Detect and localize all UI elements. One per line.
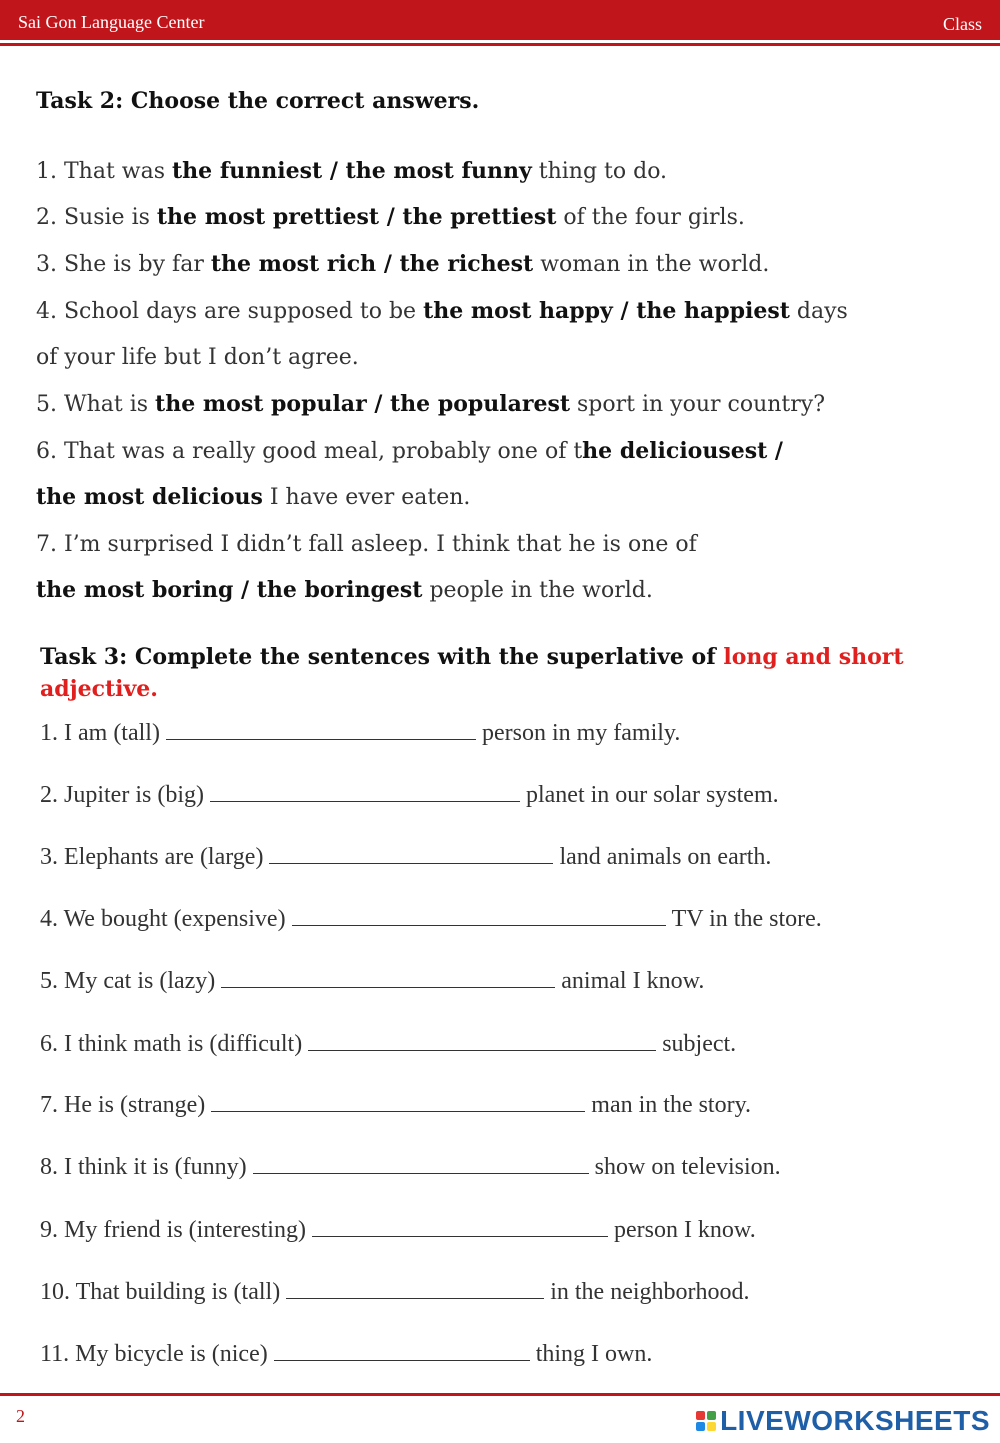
question-row: 6. I think math is (difficult) subject. [40,1031,737,1057]
class-label: Class [942,14,982,34]
header-divider [0,43,1000,46]
task2-line: of your life but I don’t agree. [36,345,359,370]
task2-line: 5. What is the most popular / the popularest sport in your country? [36,391,826,417]
question-row: 11. My bicycle is (nice) thing I own. [40,1341,653,1367]
answer-blank[interactable] [308,1032,656,1051]
answer-blank[interactable] [221,969,555,988]
answer-blank[interactable] [312,1218,608,1237]
question-row: 3. Elephants are (large) land animals on earth. [40,844,772,870]
task2-line: 7. I’m surprised I didn’t fall asleep. I think that he is one of [36,532,697,557]
question-row: 4. We bought (expensive) TV in the store. [40,906,822,932]
answer-blank[interactable] [274,1342,530,1361]
answer-blank[interactable] [292,907,666,926]
question-row: 7. He is (strange) man in the story. [40,1092,752,1118]
task2-line: 6. That was a really good meal, probably one of the deliciousest / [36,438,783,464]
answer-blank[interactable] [166,721,476,740]
task2-line: the most boring / the boringest people in the world. [36,577,653,603]
question-row: 2. Jupiter is (big) planet in our solar system. [40,782,779,808]
task2-title: Task 2: Choose the correct answers. [36,88,480,114]
logo-text: LIVEWORKSHEETS [720,1405,990,1436]
task2-line: the most delicious I have ever eaten. [36,484,471,510]
center-name: Sai Gon Language Center [18,12,205,32]
page-number: 2 [16,1406,25,1426]
footer-divider [0,1393,1000,1396]
task3-title: Task 3: Complete the sentences with the superlative of long and short adjective. [40,644,904,702]
answer-blank[interactable] [210,783,520,802]
answer-blank[interactable] [211,1093,585,1112]
task2-line: 1. That was the funniest / the most funny thing to do. [36,158,668,184]
answer-blank[interactable] [253,1155,589,1174]
answer-blank[interactable] [286,1280,544,1299]
question-row: 10. That building is (tall) in the neighborhood. [40,1279,750,1305]
question-row: 5. My cat is (lazy) animal I know. [40,968,705,994]
question-row: 9. My friend is (interesting) person I know. [40,1217,756,1243]
task2-line: 4. School days are supposed to be the most happy / the happiest days [36,298,848,324]
question-row: 1. I am (tall) person in my family. [40,720,681,746]
answer-blank[interactable] [269,845,553,864]
logo-grid-icon [696,1411,716,1431]
liveworksheets-logo[interactable] [696,1405,990,1437]
task2-line: 2. Susie is the most prettiest / the prettiest of the four girls. [36,204,745,230]
question-row: 8. I think it is (funny) show on television. [40,1154,781,1180]
task2-line: 3. She is by far the most rich / the richest woman in the world. [36,251,770,277]
